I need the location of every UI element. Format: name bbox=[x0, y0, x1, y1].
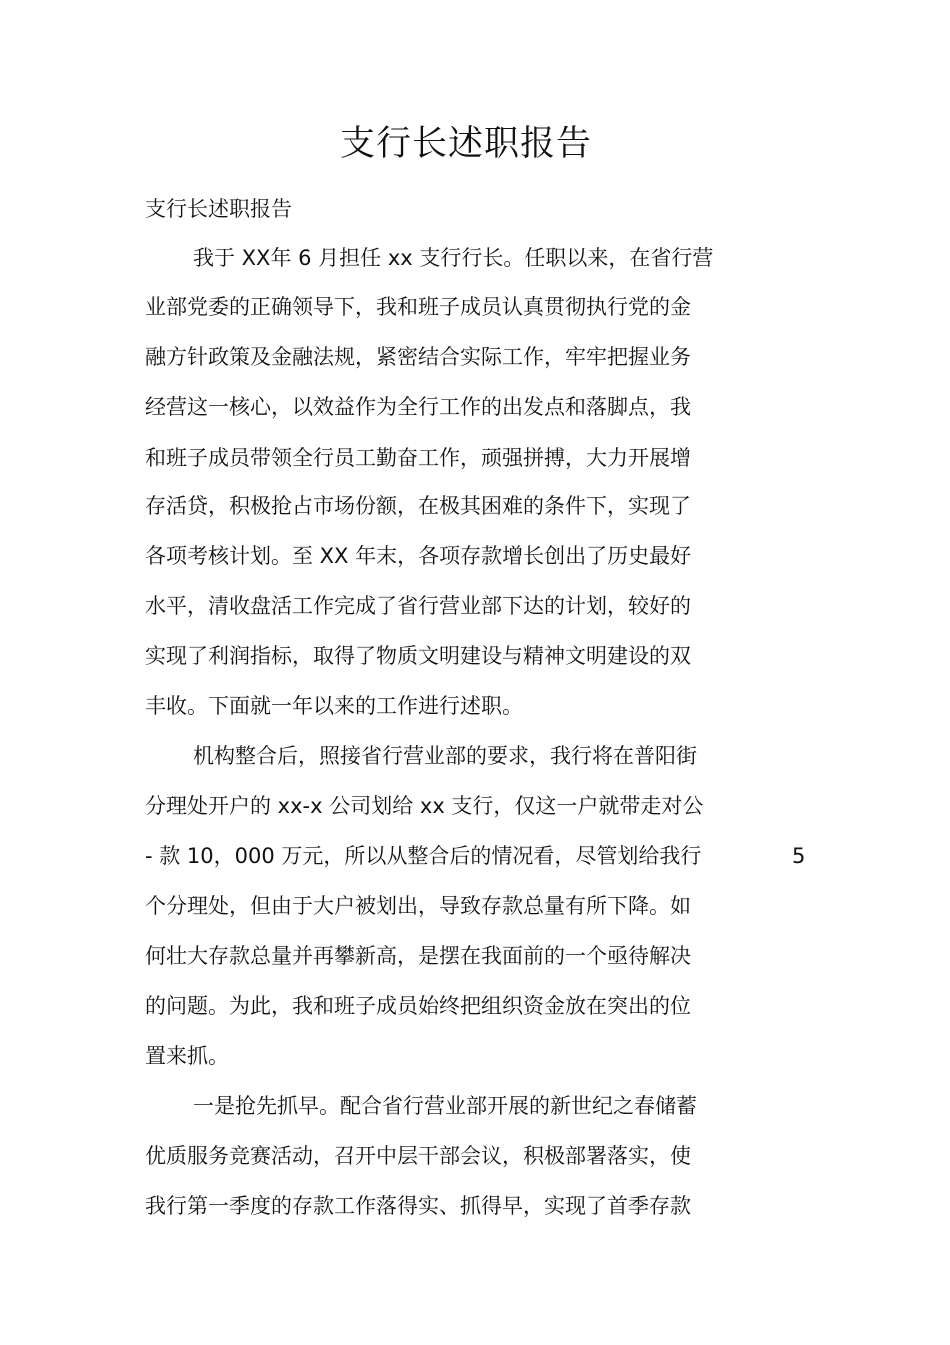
paragraph-line: 机构整合后，照接省行营业部的要求，我行将在普阳街 bbox=[193, 744, 697, 768]
paragraph-line: 各项考核计划。至 XX 年末，各项存款增长创出了历史最好 bbox=[145, 544, 692, 568]
paragraph-line: 和班子成员带领全行员工勤奋工作，顽强拼搏，大力开展增 bbox=[145, 446, 691, 470]
paragraph-line: 个分理处，但由于大户被划出，导致存款总量有所下降。如 bbox=[145, 894, 691, 918]
paragraph-line: 置来抓。 bbox=[145, 1044, 229, 1068]
paragraph-line: 分理处开户的 xx-x 公司划给 xx 支行，仅这一户就带走对公 bbox=[145, 794, 704, 818]
paragraph-line: 存活贷，积极抢占市场份额，在极其困难的条件下，实现了 bbox=[145, 494, 691, 518]
paragraph-line: 我行第一季度的存款工作落得实、抓得早，实现了首季存款 bbox=[145, 1194, 691, 1218]
paragraph-line: 融方针政策及金融法规，紧密结合实际工作，牢牢把握业务 bbox=[145, 345, 691, 369]
document-subtitle: 支行长述职报告 bbox=[145, 197, 292, 221]
paragraph-line: - 款 10，000 万元，所以从整合后的情况看，尽管划给我行 bbox=[145, 844, 702, 868]
paragraph-line: 何壮大存款总量并再攀新高，是摆在我面前的一个亟待解决 bbox=[145, 944, 691, 968]
paragraph-line: 一是抢先抓早。配合省行营业部开展的新世纪之春储蓄 bbox=[193, 1094, 697, 1118]
paragraph-line: 经营这一核心，以效益作为全行工作的出发点和落脚点，我 bbox=[145, 395, 691, 419]
document-title: 支行长述职报告 bbox=[339, 124, 592, 164]
paragraph-line: 水平，清收盘活工作完成了省行营业部下达的计划，较好的 bbox=[145, 594, 691, 618]
paragraph-line: 优质服务竞赛活动，召开中层干部会议，积极部署落实，使 bbox=[145, 1144, 691, 1168]
paragraph-line: 我于 XX年 6 月担任 xx 支行行长。任职以来，在省行营 bbox=[193, 246, 714, 270]
paragraph-line: 的问题。为此，我和班子成员始终把组织资金放在突出的位 bbox=[145, 994, 691, 1018]
paragraph-line: 实现了利润指标，取得了物质文明建设与精神文明建设的双 bbox=[145, 644, 691, 668]
paragraph-line: 丰收。下面就一年以来的工作进行述职。 bbox=[145, 694, 523, 718]
side-number: 5 bbox=[792, 844, 806, 868]
paragraph-line: 业部党委的正确领导下，我和班子成员认真贯彻执行党的金 bbox=[145, 295, 691, 319]
